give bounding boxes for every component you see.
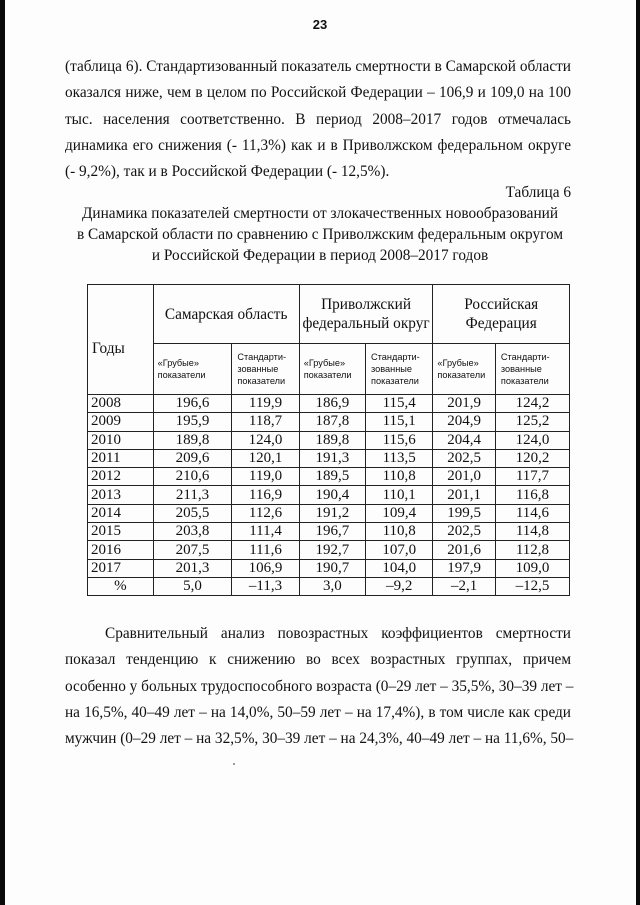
table-row — [88, 413, 570, 431]
paragraph-line: Сравнительный анализ повозрастных коэффициентов смертности — [105, 625, 571, 642]
cell-value: 116,8 — [495, 486, 569, 504]
header-volga-district — [299, 285, 433, 344]
header-samara-label: Самарская область — [164, 305, 288, 323]
header-volga-line2: федеральный округ — [302, 315, 430, 332]
paragraph-line: тыс. населения соответственно. В период 2008–2017 годов отмечалась — [65, 110, 571, 128]
cell-value: 187,8 — [299, 413, 365, 431]
cell-year: 2013 — [88, 486, 154, 504]
cell-value: 190,4 — [299, 486, 365, 504]
table-row — [88, 559, 570, 577]
mortality-table — [87, 284, 570, 596]
cell-value: 111,6 — [232, 541, 299, 559]
cell-value: 205,5 — [153, 504, 232, 522]
cell-value: 201,0 — [433, 468, 496, 486]
paragraph-line: особенно у больных трудоспособного возраста (0–29 лет – 35,5%, 30–39 лет – — [65, 677, 574, 695]
table-row — [88, 449, 570, 467]
cell-value: 112,6 — [232, 504, 299, 522]
cell-value: 192,7 — [299, 541, 365, 559]
cell-value: 189,5 — [299, 468, 365, 486]
paragraph-line: динамика его снижения (- 11,3%) как и в Приволжском федеральном округе — [65, 136, 571, 154]
paragraph-line: мужчин (0–29 лет – на 32,5%, 30–39 лет – на 24,3%, 40–49 лет – на 11,6%, 50– — [65, 730, 574, 748]
cell-value: –12,5 — [495, 577, 569, 595]
table-sub-header-row — [88, 344, 570, 395]
cell-value: 3,0 — [299, 577, 365, 595]
cell-value: 115,6 — [366, 431, 433, 449]
cell-value: 190,7 — [299, 559, 365, 577]
cell-value: 195,9 — [153, 413, 232, 431]
table-title-line: и Российской Федерации в период 2008–2017 годов — [151, 247, 489, 264]
cell-value: 124,2 — [495, 395, 569, 413]
cell-value: 189,8 — [299, 431, 365, 449]
cell-year: 2011 — [88, 449, 154, 467]
table-row — [88, 523, 570, 541]
cell-year: 2009 — [88, 413, 154, 431]
cell-year: 2012 — [88, 468, 154, 486]
cell-value: 203,8 — [153, 523, 232, 541]
paragraph-line: (- 9,2%), так и в Российской Федерации (- 12,5%). — [65, 163, 390, 181]
cell-value: 116,9 — [232, 486, 299, 504]
table-row — [88, 431, 570, 449]
cell-year: 2016 — [88, 541, 154, 559]
cell-value: 107,0 — [366, 541, 433, 559]
cell-value: 191,2 — [299, 504, 365, 522]
paragraph-line: показал тенденцию к снижению во всех возрастных группах, причем — [65, 651, 571, 669]
cell-value: 196,7 — [299, 523, 365, 541]
cell-year: 2014 — [88, 504, 154, 522]
table-title-line: в Самарской области по сравнению с Приволжским федеральным округом — [76, 226, 564, 243]
table-row-percent-change — [88, 577, 570, 595]
cell-year: 2015 — [88, 523, 154, 541]
scan-border-left — [0, 0, 5, 905]
cell-value: 115,1 — [366, 413, 433, 431]
cell-value: 109,4 — [366, 504, 433, 522]
cell-value: 201,9 — [433, 395, 496, 413]
cell-value: 211,3 — [153, 486, 232, 504]
cell-value: 202,5 — [433, 523, 496, 541]
table-row — [88, 504, 570, 522]
subheader-standardized: Стандарти- зованные показатели — [495, 344, 569, 395]
cell-value: 124,0 — [495, 431, 569, 449]
cell-value: 117,7 — [495, 468, 569, 486]
cell-value: 199,5 — [433, 504, 496, 522]
cell-value: 186,9 — [299, 395, 365, 413]
cell-value: 209,6 — [153, 449, 232, 467]
scan-border-right — [636, 0, 640, 905]
cell-value: 196,6 — [153, 395, 232, 413]
table-title — [60, 203, 580, 266]
cell-value: 207,5 — [153, 541, 232, 559]
paragraph-age-analysis — [65, 621, 574, 752]
cell-value: –11,3 — [232, 577, 299, 595]
cell-value: 110,8 — [366, 523, 433, 541]
table-label: Таблица 6 — [505, 184, 571, 201]
cell-value: 191,3 — [299, 449, 365, 467]
header-russia-line1: Российская — [464, 296, 539, 313]
cell-year: 2008 — [88, 395, 154, 413]
paragraph-line: на 16,5%, 40–49 лет – на 14,0%, 50–59 лет – на 17,4%), в том числе как среди — [65, 703, 571, 721]
cell-value: 204,4 — [433, 431, 496, 449]
header-russia-line2: Федерация — [465, 315, 537, 332]
subheader-standardized: Стандарти- зованные показатели — [366, 344, 433, 395]
cell-value: 201,3 — [153, 559, 232, 577]
header-volga-line1: Приволжский — [321, 296, 412, 313]
cell-value: 202,5 — [433, 449, 496, 467]
table-row — [88, 486, 570, 504]
subheader-crude: «Грубые» показатели — [153, 344, 232, 395]
cell-year: % — [88, 577, 154, 595]
cell-value: 204,9 — [433, 413, 496, 431]
cell-value: –2,1 — [433, 577, 496, 595]
table-row — [88, 395, 570, 413]
cell-value: 110,8 — [366, 468, 433, 486]
paragraph-line: (таблица 6). Стандартизованный показатель смертности в Самарской области — [65, 58, 571, 75]
paragraph-intro — [65, 54, 571, 185]
header-samara — [153, 285, 299, 344]
table-group-header-row — [88, 285, 570, 344]
cell-value: 119,9 — [232, 395, 299, 413]
table-title-line: Динамика показателей смертности от злокачественных новообразований — [81, 205, 559, 222]
cell-value: 201,6 — [433, 541, 496, 559]
cell-year: 2010 — [88, 431, 154, 449]
cell-value: 124,0 — [232, 431, 299, 449]
page-number: 23 — [312, 17, 328, 32]
cell-value: 201,1 — [433, 486, 496, 504]
cell-value: 110,1 — [366, 486, 433, 504]
table-row — [88, 541, 570, 559]
scan-speck — [233, 763, 235, 765]
cell-value: 125,2 — [495, 413, 569, 431]
cell-value: 111,4 — [232, 523, 299, 541]
subheader-crude: «Грубые» показатели — [299, 344, 365, 395]
cell-value: 104,0 — [366, 559, 433, 577]
cell-value: 106,9 — [232, 559, 299, 577]
cell-value: 114,6 — [495, 504, 569, 522]
cell-year: 2017 — [88, 559, 154, 577]
cell-value: 113,5 — [366, 449, 433, 467]
cell-value: 115,4 — [366, 395, 433, 413]
cell-value: 119,0 — [232, 468, 299, 486]
cell-value: –9,2 — [366, 577, 433, 595]
paragraph-line: оказался ниже, чем в целом по Российской Федерации – 106,9 и 109,0 на 100 — [65, 84, 571, 102]
cell-value: 114,8 — [495, 523, 569, 541]
cell-value: 109,0 — [495, 559, 569, 577]
subheader-standardized: Стандарти- зованные показатели — [232, 344, 299, 395]
cell-value: 112,8 — [495, 541, 569, 559]
cell-value: 120,2 — [495, 449, 569, 467]
cell-value: 118,7 — [232, 413, 299, 431]
header-russia — [433, 285, 570, 344]
header-years: Годы — [88, 285, 154, 395]
cell-value: 210,6 — [153, 468, 232, 486]
cell-value: 5,0 — [153, 577, 232, 595]
cell-value: 120,1 — [232, 449, 299, 467]
subheader-crude: «Грубые» показатели — [433, 344, 496, 395]
cell-value: 189,8 — [153, 431, 232, 449]
cell-value: 197,9 — [433, 559, 496, 577]
table-row — [88, 468, 570, 486]
